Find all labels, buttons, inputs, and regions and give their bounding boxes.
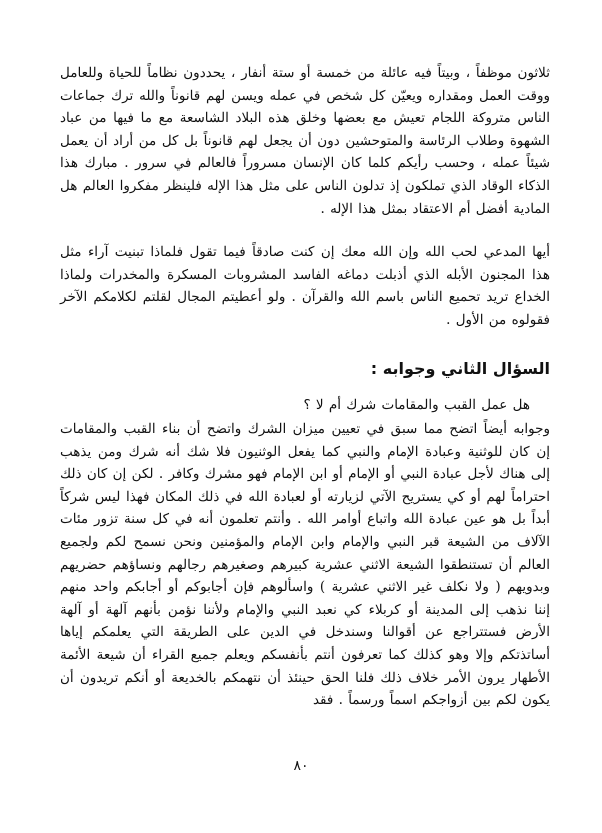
- paragraph: [60, 418, 550, 712]
- page-number: ٨٠: [293, 758, 309, 774]
- section-heading: السؤال الثاني وجوابه :: [370, 359, 550, 378]
- paragraph-text: وجوابه أيضاً اتضح مما سبق في تعيين ميزان الشرك واتضح أن بناء القبب والمقامات إن كان للوثنية وعبادة الإمام والنبي كما يفعل الوثنيون فلا شك أنه شرك ومن يذهب إلى هناك لأجل عبادة النبي أو الإمام أو ابن الإمام فهو مشرك وكافر . لكن إن كان ذلك احتراماً لهم أو كي يستريح الآتي لزيارته أو لعبادة الله في ذلك المكان فهذا ليس شركاً أبداً بل هو عين عبادة الله واتباع أوامر الله . وأنتم تعلمون أنه في كل سنة تزور مئات الآلاف من الشيعة قبر النبي والإمام وابن الإمام والمؤمنين ونحن نسمح لكم ولجميع العالم أن تستنطقوا الشيعة الاثني عشرية كبيرهم وصغيرهم رجالهم ونساؤهم حضريهم وبدويهم ( ولا نكلف غير الاثني عشرية ) واسألوهم فإن أجابوكم أو أجابكم واحد منهم إننا نذهب إلى المدينة أو كربلاء كي نعبد النبي والإمام ولأننا نؤمن بأنهم آلهة أو آلهة الأرض فستتراجع عن أقوالنا وسندخل في الدين على الطريقة التي يعلمكم إياها أساتذتكم وإلا وهو كذلك كما تعرفون أنتم بأنفسكم ويعلم جميع القراء أن شيعة الأئمة الأطهار يرون الأمر خلاف ذلك فلنا الحق حينئذ أن نتهمكم بالخديعة أو أنكم تريدون أن يكون لكم بين أزواجكم اسماً ورسماً . فقد: [60, 421, 550, 709]
- paragraph: [60, 241, 550, 331]
- question-line: [60, 394, 530, 416]
- paragraph-text: ثلاثون موظفاً ، وبيتاً فيه عائلة من خمسة أو ستة أنفار ، يحددون نظاماً للحياة وللعامل ووقت العمل ومقداره ويعيّن كل شخص في عمله ويسن لهم قانوناً والله ترك جماعات الناس متروكة اللجام تعيش مع بعضها وخلق هذه البلاد الشاسعة مع ما فيها من عباد الشهوة وطلاب الرئاسة والمتوحشين دون أن يجعل لهم قانوناً بل كل من أراد أن يعمل شيئاً عمله ، وحسب رأيكم كلما كان الإنسان مسروراً فالعالم في سرور . مبارك هذا الذكاء الوقاد الذي تملكون إذ تدلون الناس على مثل هذا الإله فلينظر مفكروا العالم هل المادية أفضل أم الاعتقاد بمثل هذا الإله .: [60, 65, 550, 217]
- paragraph: [60, 62, 550, 220]
- paragraph-text: أيها المدعي لحب الله وإن الله معك إن كنت صادقاً فيما تقول فلماذا تبنيت آراء مثل هذا المجنون الأبله الذي أذبلت دماغه الفاسد المشروبات المسكرة والمخدرات ولماذا الخداع تريد تحميع الناس باسم الله والقرآن . ولو أعطيتم المجال لقلتم لكلامكم الآخر فقولوه من الأول .: [60, 244, 550, 328]
- question-text: هل عمل القبب والمقامات شرك أم لا ؟: [303, 397, 530, 413]
